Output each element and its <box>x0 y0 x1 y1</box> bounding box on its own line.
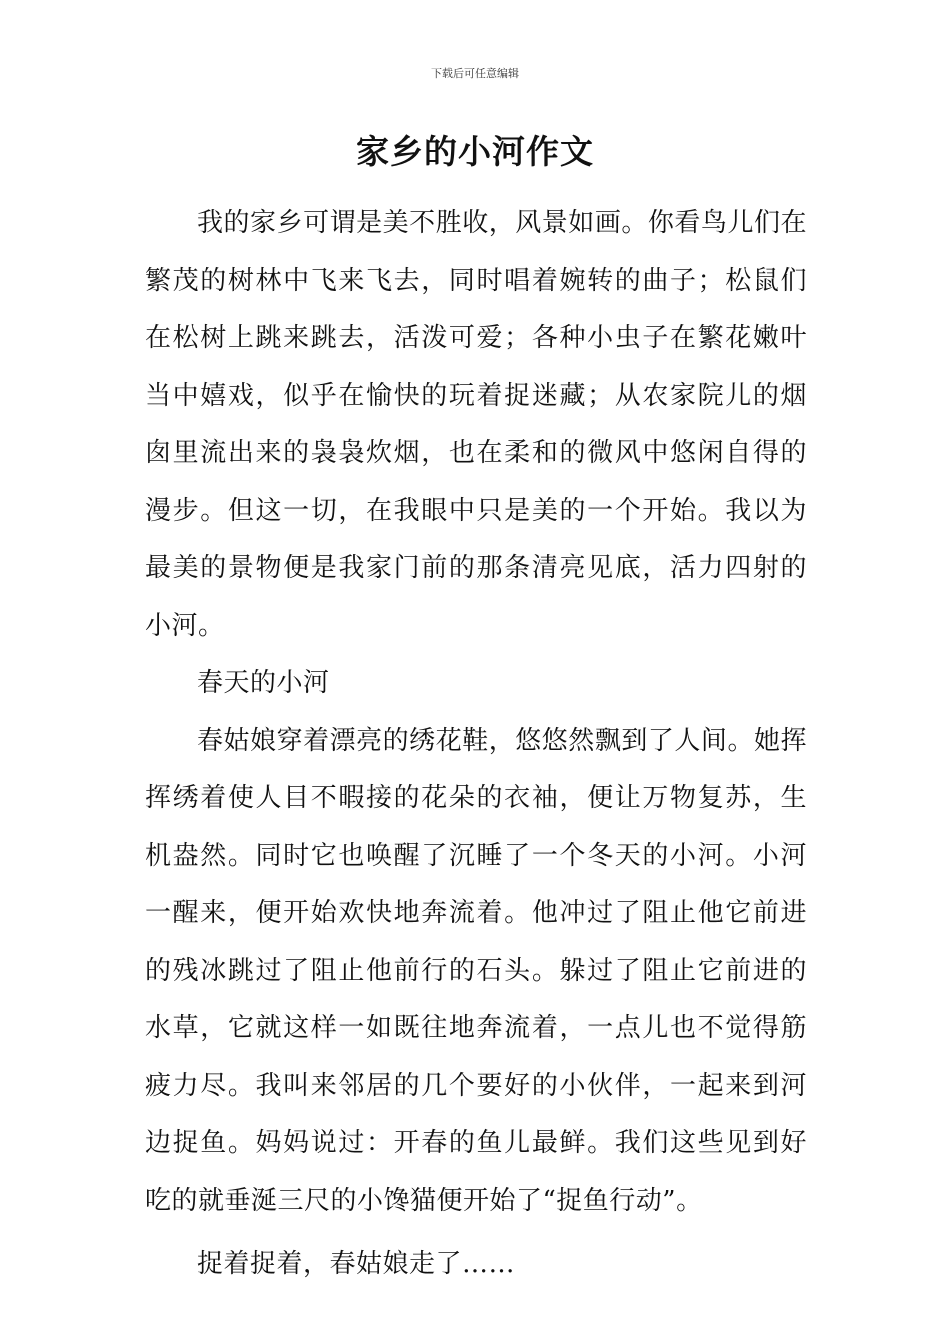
paragraph-spring: 春姑娘穿着漂亮的绣花鞋，悠悠然飘到了人间。她挥挥绣着使人目不暇接的花朵的衣袖，便让万物复苏，生机盎然。同时它也唤醒了沉睡了一个冬天的小河。小河一醒来，便开始欢快地奔流着。他冲过了阻止他它前进的残冰跳过了阻止他前行的石头。躲过了阻止它前进的水草，它就这样一如既往地奔流着，一点儿也不觉得筋疲力尽。我叫来邻居的几个要好的小伙伴，一起来到河边捉鱼。妈妈说过：开春的鱼儿最鲜。我们这些见到好吃的就垂涎三尺的小馋猫便开始了“捉鱼行动”。 <box>145 725 807 1216</box>
document-body <box>145 195 807 1294</box>
header-note: 下载后可任意编辑 <box>431 67 519 80</box>
section-heading-spring: 春天的小河 <box>197 668 330 698</box>
document-title: 家乡的小河作文 <box>356 132 594 171</box>
paragraph-intro: 我的家乡可谓是美不胜收，风景如画。你看鸟儿们在繁茂的树林中飞来飞去，同时唱着婉转的曲子；松鼠们在松树上跳来跳去，活泼可爱；各种小虫子在繁花嫩叶当中嬉戏，似乎在愉快的玩着捉迷藏；从农家院儿的烟囱里流出来的袅袅炊烟，也在柔和的微风中悠闲自得的漫步。但这一切，在我眼中只是美的一个开始。我以为最美的景物便是我家门前的那条清亮见底，活力四射的小河。 <box>145 208 807 641</box>
paragraph-closing: 捉着捉着，春姑娘走了…… <box>197 1249 516 1279</box>
